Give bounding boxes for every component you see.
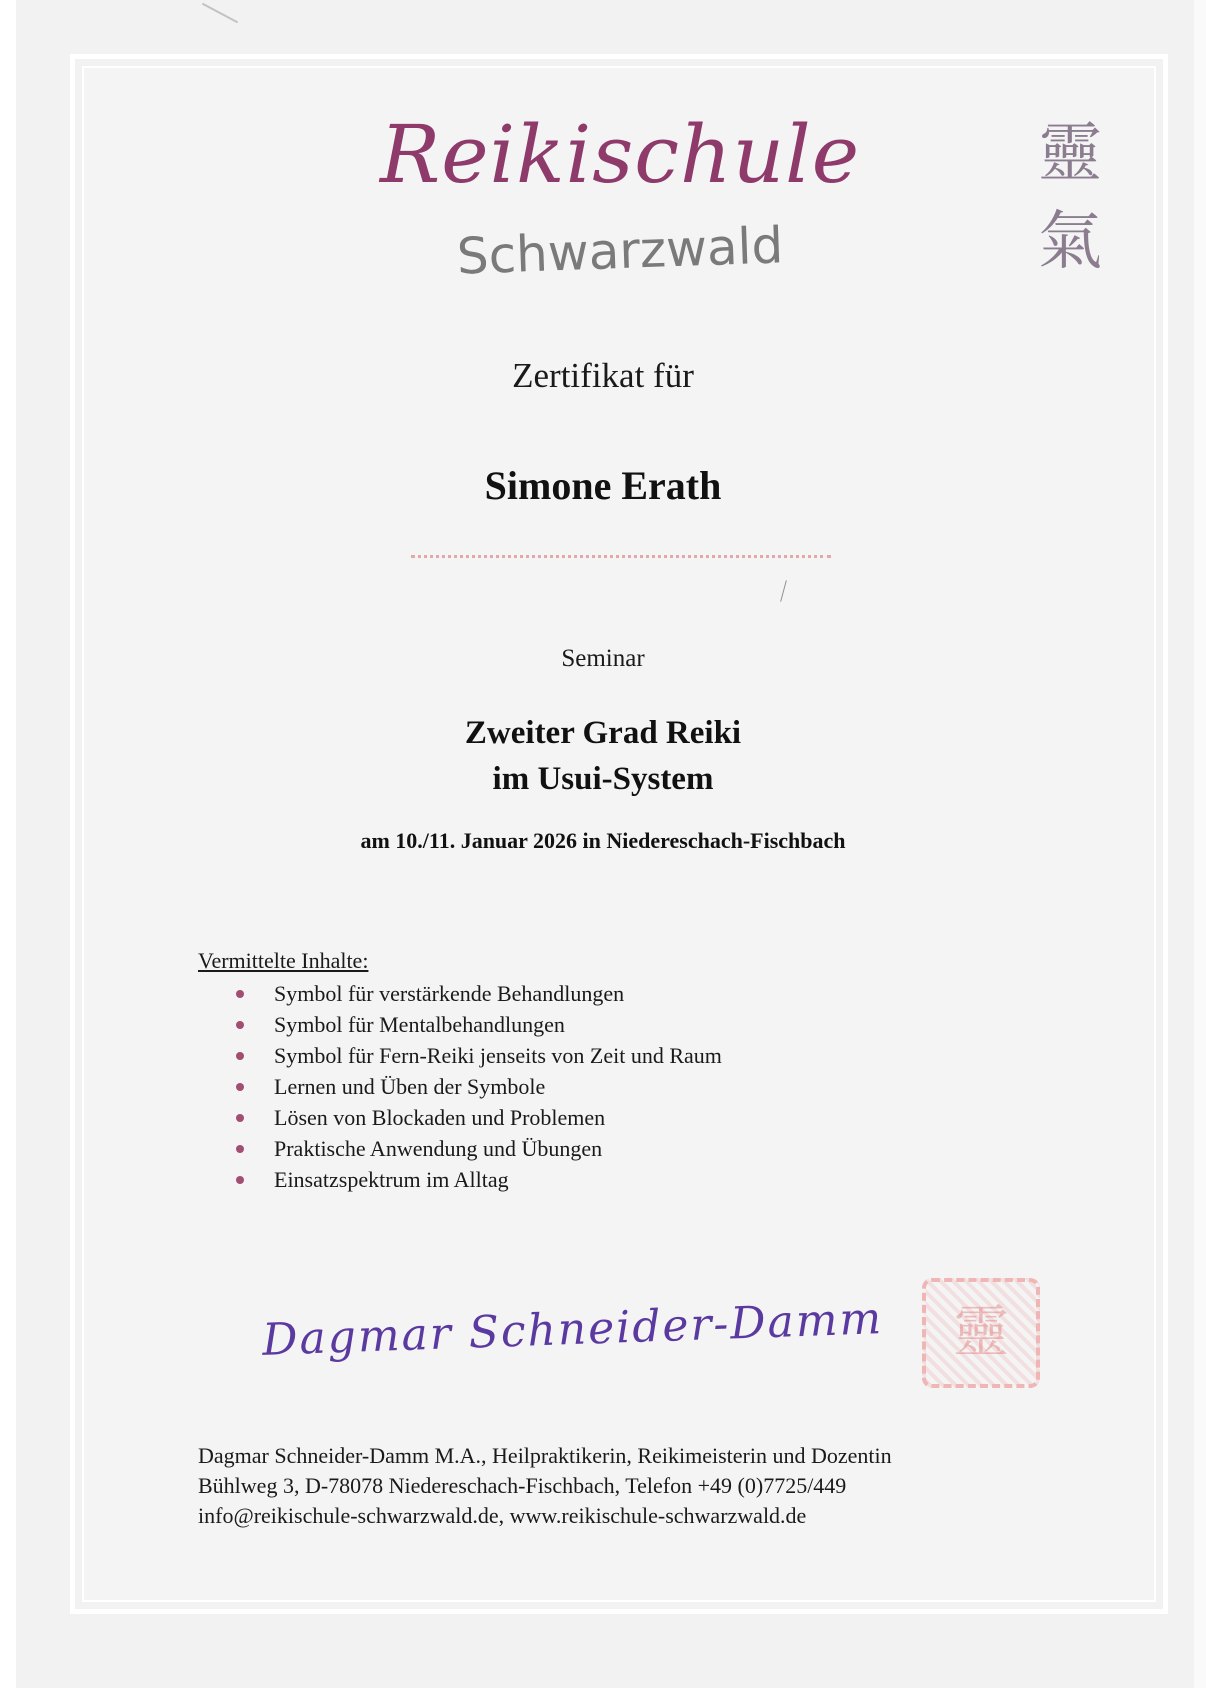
- footer-contact: [198, 1441, 892, 1531]
- bullet-icon: [236, 1176, 244, 1184]
- seminar-date-location: am 10./11. Januar 2026 in Niedereschach-Fischbach: [360, 828, 846, 853]
- footer-email-web: info@reikischule-schwarzwald.de, www.reikischule-schwarzwald.de: [198, 1503, 807, 1528]
- list-item: Symbol für Fern-Reiki jenseits von Zeit und Raum: [236, 1040, 722, 1071]
- kanji-rei-icon: 靈: [1038, 117, 1102, 191]
- recipient-name: Simone Erath: [484, 463, 722, 508]
- list-item: Lösen von Blockaden und Problemen: [236, 1102, 722, 1133]
- list-item: Lernen und Üben der Symbole: [236, 1071, 722, 1102]
- list-item: Symbol für verstärkende Behandlungen: [236, 978, 722, 1009]
- name-dotted-divider: [411, 555, 831, 558]
- footer-name-title: Dagmar Schneider-Damm M.A., Heilpraktikerin, Reikimeisterin und Dozentin: [198, 1443, 892, 1468]
- contents-heading: Vermittelte Inhalte:: [198, 948, 369, 973]
- reiki-kanji-logo: [1030, 110, 1110, 286]
- list-item: Praktische Anwendung und Übungen: [236, 1133, 722, 1164]
- seminar-title-line1: Zweiter Grad Reiki: [464, 715, 742, 751]
- seal-stamp: [922, 1278, 1040, 1388]
- bullet-icon: [236, 990, 244, 998]
- seminar-title: [0, 710, 1206, 802]
- handwritten-signature: Dagmar Schneider-Damm: [261, 1293, 884, 1366]
- bullet-icon: [236, 1114, 244, 1122]
- contents-list: [236, 978, 722, 1195]
- bullet-icon: [236, 1021, 244, 1029]
- stamp-glyph-icon: 靈: [953, 1300, 1009, 1365]
- bullet-icon: [236, 1145, 244, 1153]
- bullet-icon: [236, 1052, 244, 1060]
- footer-address-phone: Bühlweg 3, D-78078 Niedereschach-Fischbach, Telefon +49 (0)7725/449: [198, 1473, 847, 1498]
- bullet-icon: [236, 1083, 244, 1091]
- school-subtitle: Schwarzwald: [455, 216, 785, 286]
- certificate-intro: Zertifikat für: [512, 356, 694, 395]
- list-item: Symbol für Mentalbehandlungen: [236, 1009, 722, 1040]
- kanji-ki-icon: 氣: [1038, 205, 1102, 279]
- school-title: Reikischule: [379, 108, 861, 201]
- seminar-label: Seminar: [561, 645, 645, 672]
- seminar-title-line2: im Usui-System: [492, 761, 714, 797]
- list-item: Einsatzspektrum im Alltag: [236, 1164, 722, 1195]
- paper-crease: [202, 3, 238, 24]
